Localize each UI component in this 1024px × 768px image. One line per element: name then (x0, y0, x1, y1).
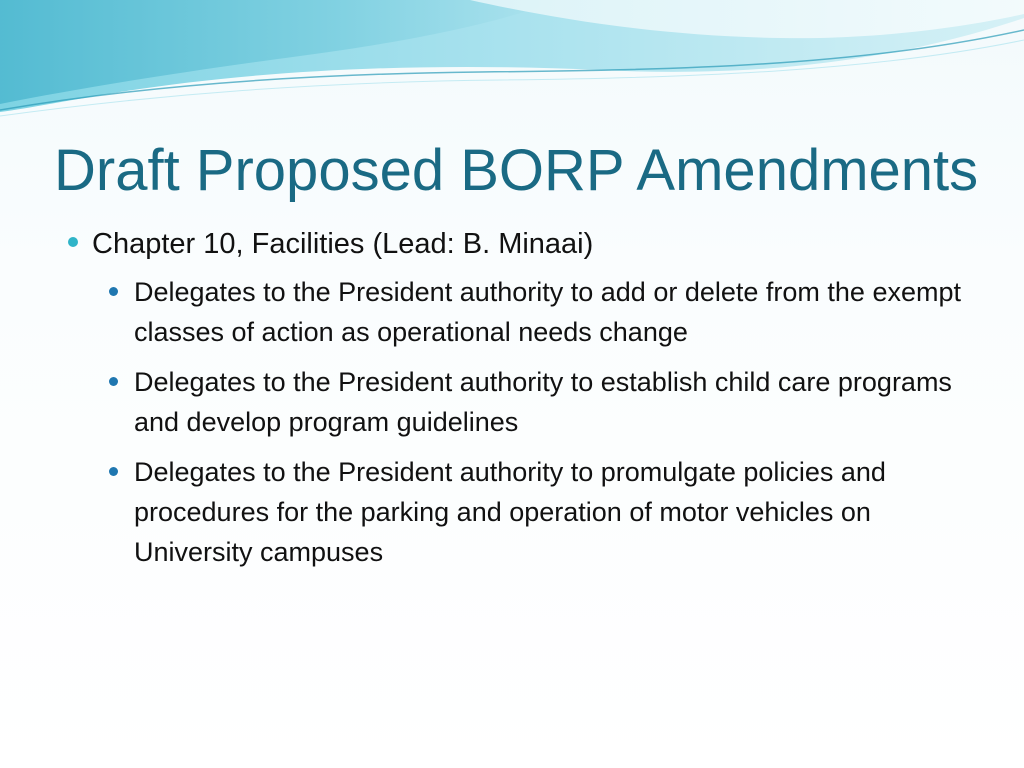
sub-bullet-text: Delegates to the President authority to promulgate policies and procedures for the parking and operation of motor vehicles on University campuses (134, 457, 886, 567)
bullet-dot-icon (68, 237, 78, 247)
sub-bullet-dot-icon (109, 377, 118, 386)
sub-bullet-text: Delegates to the President authority to establish child care programs and develop program guidelines (134, 367, 952, 437)
sub-bullet-item (106, 452, 964, 572)
sub-bullet-item (106, 272, 964, 352)
sub-bullet-dot-icon (109, 287, 118, 296)
bullet-chapter-10 (66, 224, 966, 264)
sub-bullet-list (106, 272, 966, 572)
slide-content (66, 224, 966, 582)
sub-bullet-item (106, 362, 964, 442)
bullet-text: Chapter 10, Facilities (Lead: B. Minaai) (92, 228, 594, 260)
sub-bullet-text: Delegates to the President authority to add or delete from the exempt classes of action as operational needs change (134, 277, 961, 347)
sub-bullet-dot-icon (109, 467, 118, 476)
header-wave-decoration (0, 0, 1024, 130)
slide-title: Draft Proposed BORP Amendments (54, 138, 979, 203)
